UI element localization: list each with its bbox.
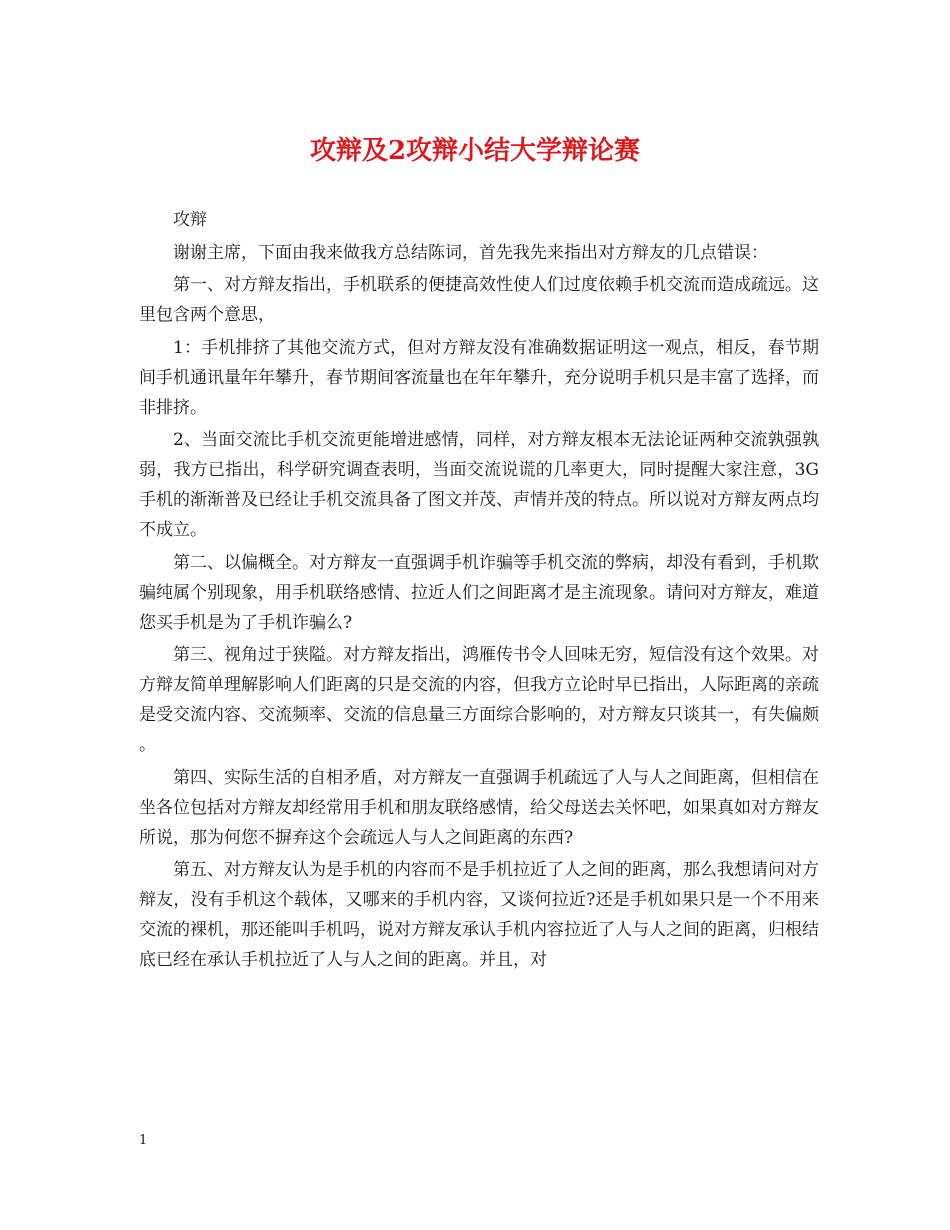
paragraph: 第一、对方辩友指出，手机联系的便捷高效性使人们过度依赖手机交流而造成疏远。这里包含两个意思， xyxy=(139,275,819,325)
paragraph: 第三、视角过于狭隘。对方辩友指出，鸿雁传书令人回味无穷，短信没有这个效果。对方辩友简单理解影响人们距离的只是交流的内容，但我方立论时早已指出，人际距离的亲疏是受交流内容、交流频率、交流的信息量三方面综合影响的，对方辩友只谈其一，有失偏颇 。 xyxy=(139,645,819,755)
paragraph: 1：手机排挤了其他交流方式，但对方辩友没有准确数据证明这一观点，相反，春节期间手机通讯量年年攀升，春节期间客流量也在年年攀升，充分说明手机只是丰富了选择，而非排挤。 xyxy=(139,337,819,418)
paragraph: 2、当面交流比手机交流更能增进感情，同样，对方辩友根本无法论证两种交流孰强孰弱，我方已指出，科学研究调查表明，当面交流说谎的几率更大，同时提醒大家注意，3G手机的渐渐普及已经让手机交流具备了图文并茂、声情并茂的特点。所以说对方辩友两点均不成立。 xyxy=(139,430,819,540)
paragraph: 攻辩 xyxy=(173,210,207,230)
page-number: 1 xyxy=(139,1133,148,1148)
paragraph: 第五、对方辩友认为是手机的内容而不是手机拉近了人之间的距离，那么我想请问对方辩友，没有手机这个载体，又哪来的手机内容，又谈何拉近?还是手机如果只是一个不用来交流的裸机，那还能叫手机吗，说对方辩友承认手机内容拉近了人与人之间的距离，归根结底已经在承认手机拉近了人与人之间的距离。并且，对 xyxy=(139,860,819,970)
document-title: 攻辩及2攻辩小结大学辩论赛 xyxy=(309,136,641,166)
paragraph: 谢谢主席，下面由我来做我方总结陈词，首先我先来指出对方辩友的几点错误： xyxy=(173,242,768,263)
paragraph: 第二、以偏概全。对方辩友一直强调手机诈骗等手机交流的弊病，却没有看到，手机欺骗纯属个别现象，用手机联络感情、拉近人们之间距离才是主流现象。请问对方辩友，难道您买手机是为了手机诈骗么? xyxy=(139,552,819,633)
paragraph: 第四、实际生活的自相矛盾，对方辩友一直强调手机疏远了人与人之间距离，但相信在坐各位包括对方辩友却经常用手机和朋友联络感情，给父母送去关怀吧，如果真如对方辩友所说，那为何您不摒弃这个会疏远人与人之间距离的东西? xyxy=(139,767,819,848)
document-body xyxy=(139,205,819,975)
